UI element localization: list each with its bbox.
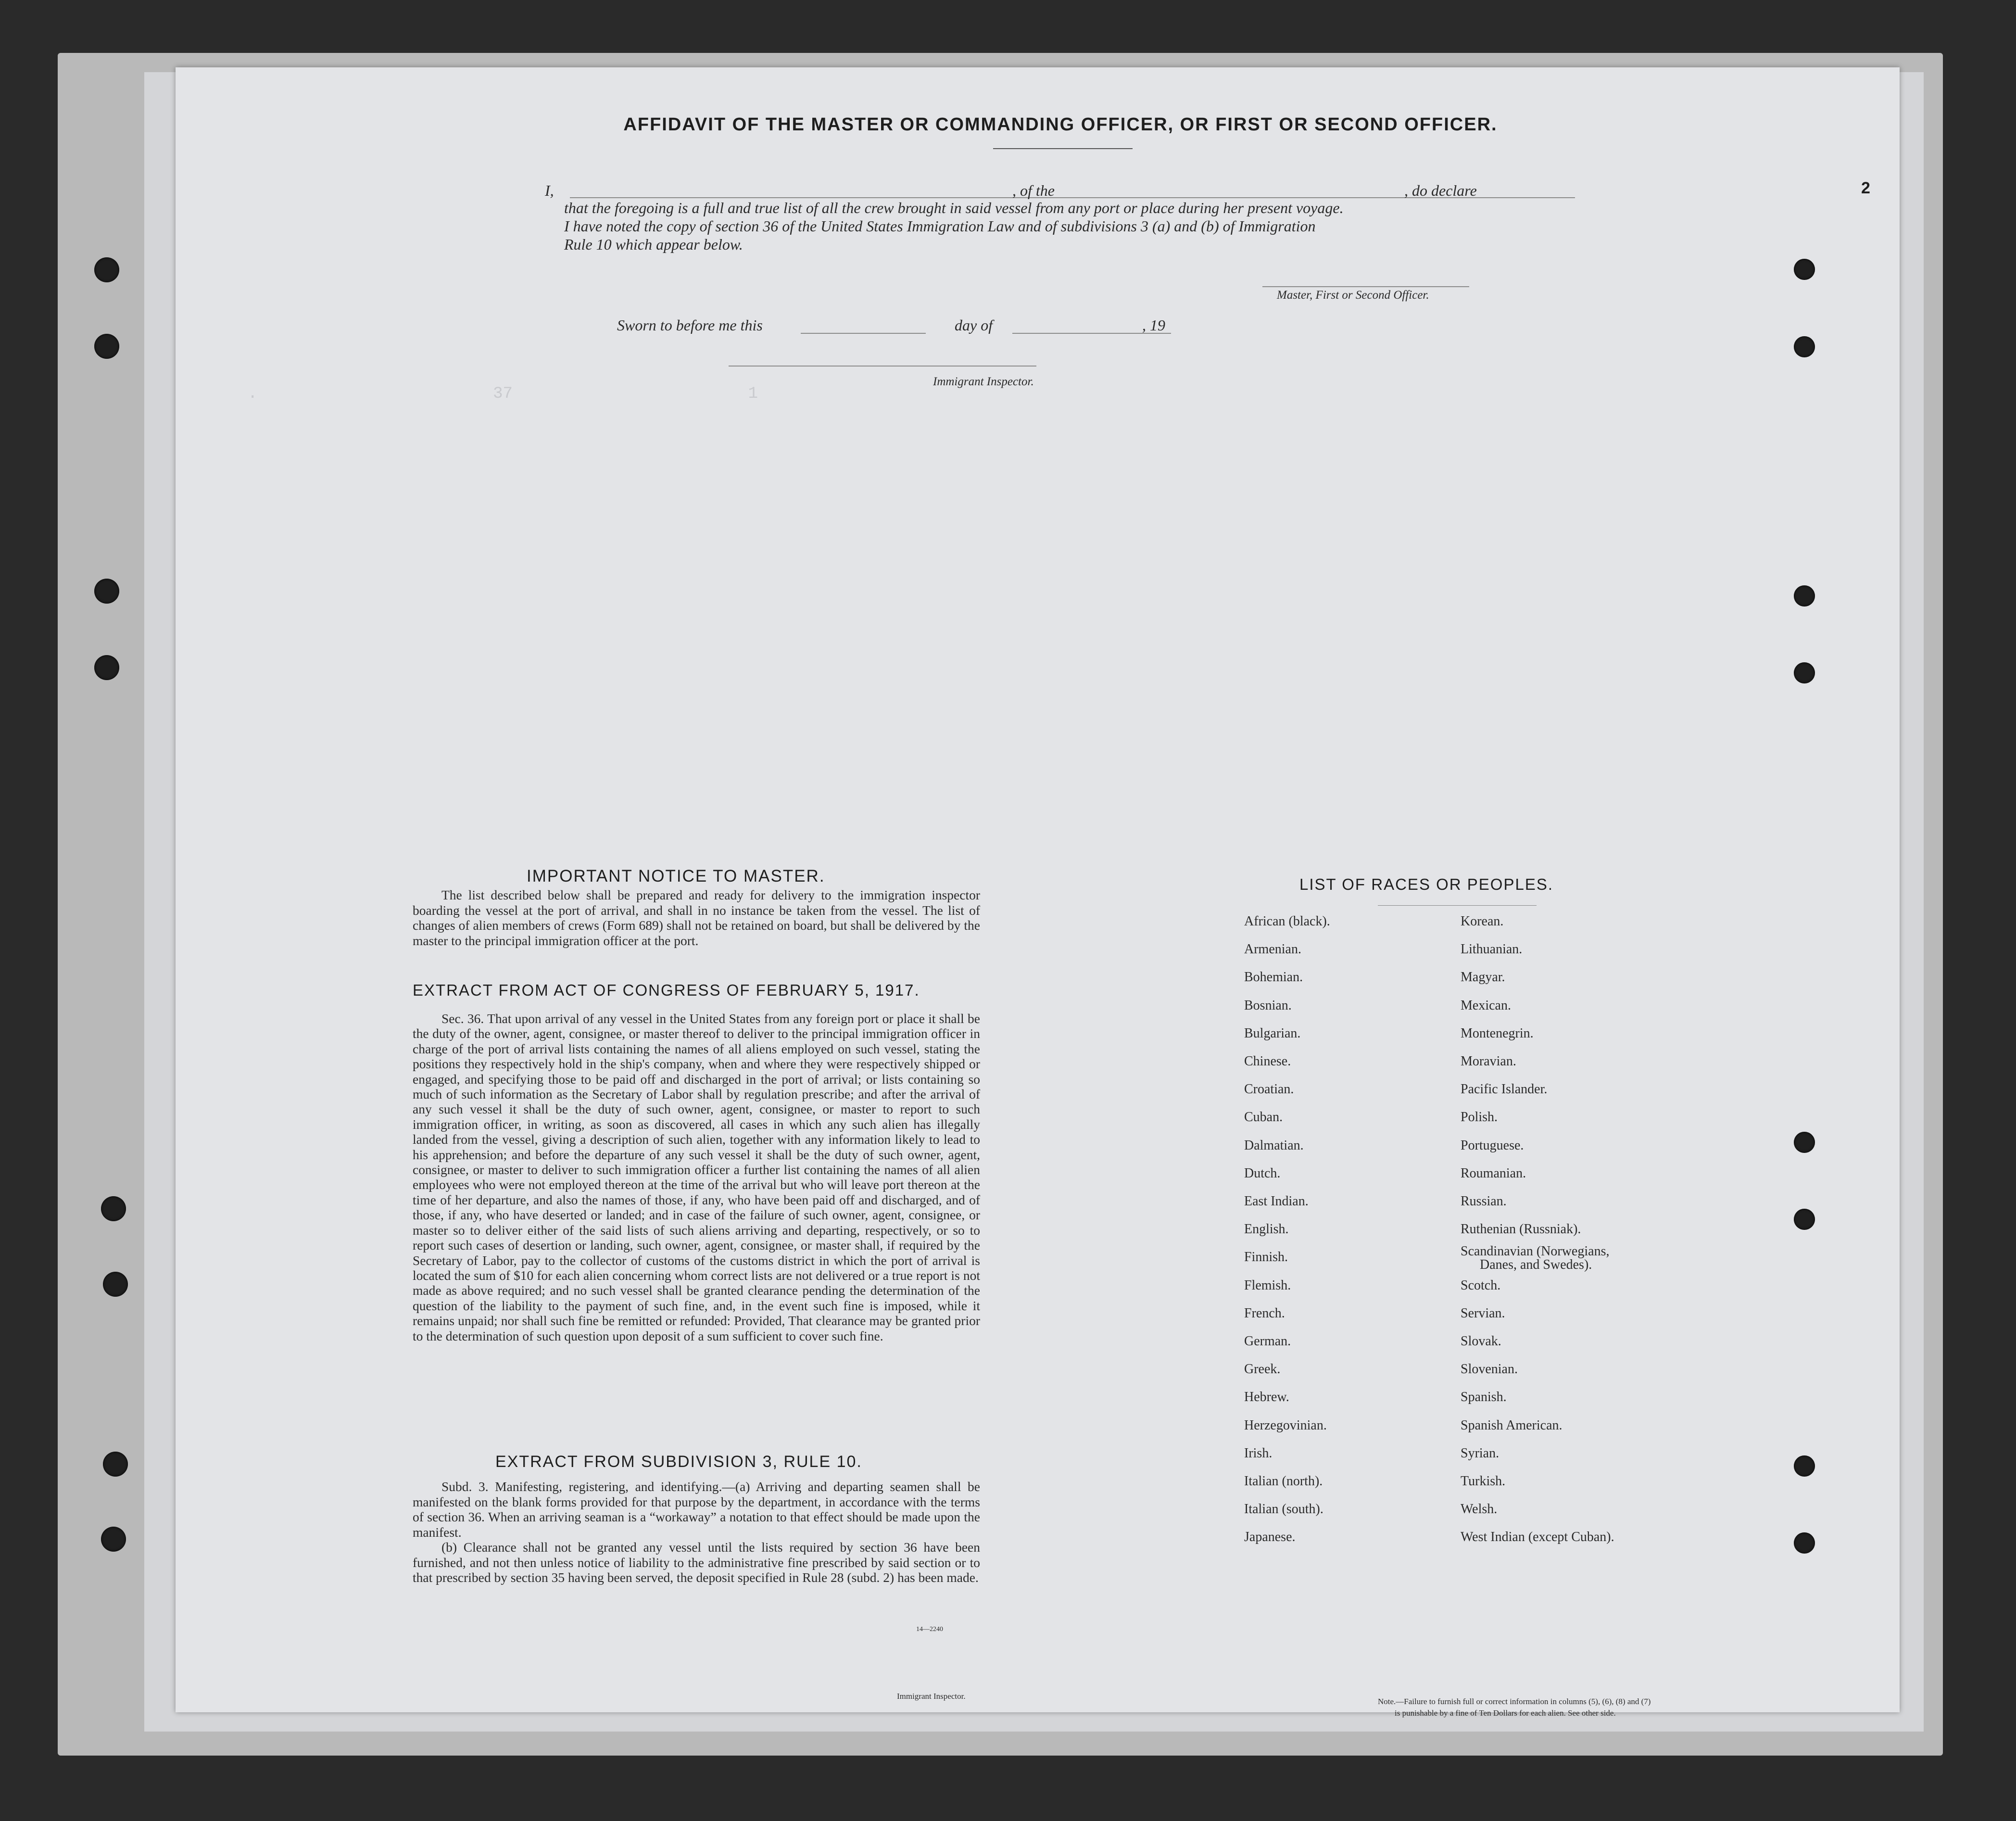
binder-hole bbox=[1794, 585, 1815, 607]
race-item: Portuguese. bbox=[1461, 1138, 1524, 1153]
declarant-prefix: I, bbox=[545, 182, 554, 199]
race-item: Turkish. bbox=[1461, 1474, 1506, 1489]
race-item: Slovak. bbox=[1461, 1334, 1501, 1349]
sworn-label: Sworn to before me this bbox=[617, 316, 763, 334]
master-signature-blank bbox=[1262, 286, 1469, 287]
race-item: East Indian. bbox=[1244, 1194, 1309, 1209]
race-item-continuation: Danes, and Swedes). bbox=[1480, 1257, 1592, 1273]
inspector-caption: Immigrant Inspector. bbox=[933, 375, 1034, 388]
race-item: Spanish American. bbox=[1461, 1417, 1562, 1433]
binder-hole bbox=[94, 655, 119, 680]
notice-text: The list described below shall be prepared and ready for delivery to the immigration inspector boarding the vessel at the port of arrival, and shall in no instance be taken from the vessel. The list of changes of alien members of crews (Form 689) shall not be retained on board, but shall be delivered by the master to the principal immigration officer at the port. bbox=[413, 887, 980, 948]
rule-extract-text: Subd. 3. Manifesting, registering, and identifying.—(a) Arriving and departing seamen shall be manifested on the blank forms provided for that purpose by the department, in accordance with the terms of section 36. When an arriving seaman is a “workaway” a notation to that effect should be made upon the manifest. (b) Clearance shall not be granted any vessel until the lists required by section 36 have been furnished, and not then unless notice of liability to the administrative fine prescribed by said section or to that prescribed by section 35 having been served, the deposit specified in Rule 28 (subd. 2) has been made. bbox=[413, 1479, 980, 1585]
race-item: Welsh. bbox=[1461, 1502, 1498, 1517]
race-item: Mexican. bbox=[1461, 998, 1511, 1013]
race-item: Roumanian. bbox=[1461, 1165, 1526, 1181]
do-declare-label: , do declare bbox=[1404, 182, 1477, 199]
binder-hole bbox=[94, 579, 119, 604]
binder-hole bbox=[101, 1527, 126, 1552]
race-item: Bulgarian. bbox=[1244, 1025, 1301, 1041]
race-item: Finnish. bbox=[1244, 1250, 1288, 1265]
binder-hole bbox=[1794, 1209, 1815, 1230]
act-extract-text: Sec. 36. That upon arrival of any vessel in the United States from any foreign port or place it shall be the duty of the owner, agent, consignee, or master thereof to deliver to the principal immigration officer in charge of the port of arrival lists containing the names of all aliens employed on such vessel, stating the positions they respectively hold in the ship's company, when and where they were respectively shipped or engaged, and specifying those to be paid off and discharged in the port of arrival; or lists containing so much of such information as the Secretary of Labor shall by regulation prescribe; and after the arrival of any such vessel it shall be the duty of such owner, agent, consignee, or master to report to such immigration officer, in writing, as soon as discovered, all cases in which any such alien has illegally landed from the vessel, giving a description of such alien, together with any information likely to lead to his apprehension; and before the departure of any such vessel it shall be the duty of such owner, agent, consignee, or master to deliver to such immigration officer a further list containing the names of all alien employees who were not employed thereon at the time of the arrival but who will leave port thereon at the time of her departure, and also the names of those, if any, who have been paid off and discharged, and of those, if any, who have deserted or landed; and in case of the failure of such owner, agent, consignee, or master so to deliver either of the said lists of such aliens arriving and departing, respectively, or so to report such cases of desertion or landing, such owner, agent, consignee, or master shall, if required by the Secretary of Labor, pay to the collector of customs of the customs district in which the port of arrival is located the sum of $10 for each alien concerning whom correct lists are not delivered or a true report is not made as above required; and no such vessel shall be granted clearance pending the determination of the question of the liability to the payment of such fine, and, in the event such fine is imposed, while it remains unpaid; nor shall such fine be remitted or refunded: Provided, That clearance may be granted prior to the determination of such question upon deposit of a sum sufficient to cover such fine. bbox=[413, 1011, 980, 1343]
race-item: Greek. bbox=[1244, 1362, 1281, 1377]
binder-hole bbox=[1794, 662, 1815, 683]
race-item: Armenian. bbox=[1244, 942, 1301, 957]
binder-hole bbox=[1794, 1455, 1815, 1477]
race-item: Moravian. bbox=[1461, 1054, 1516, 1069]
sworn-day-blank bbox=[801, 333, 926, 334]
affidavit-line-2: that the foregoing is a full and true list of all the crew brought in said vessel from any port or place during her present voyage. bbox=[564, 199, 1344, 216]
race-item: Dalmatian. bbox=[1244, 1138, 1304, 1153]
binder-hole bbox=[103, 1452, 128, 1477]
race-item: African (black). bbox=[1244, 914, 1330, 929]
affidavit-line-4: Rule 10 which appear below. bbox=[564, 236, 743, 253]
race-item: Flemish. bbox=[1244, 1277, 1291, 1293]
race-item: English. bbox=[1244, 1222, 1289, 1237]
binder-hole bbox=[1794, 336, 1815, 357]
race-item: Ruthenian (Russniak). bbox=[1461, 1222, 1581, 1237]
race-item: Montenegrin. bbox=[1461, 1025, 1534, 1041]
form-number: 14—2240 bbox=[916, 1626, 943, 1633]
race-item: Polish. bbox=[1461, 1110, 1498, 1125]
binder-hole bbox=[103, 1272, 128, 1297]
race-item: Cuban. bbox=[1244, 1110, 1283, 1125]
right-margin-mark: 2 bbox=[1861, 179, 1870, 197]
notice-heading: IMPORTANT NOTICE TO MASTER. bbox=[527, 867, 825, 885]
race-item: Servian. bbox=[1461, 1305, 1505, 1321]
race-item: Italian (north). bbox=[1244, 1474, 1323, 1489]
year-label: , 19 bbox=[1142, 316, 1165, 334]
act-extract-heading: EXTRACT FROM ACT OF CONGRESS OF FEBRUARY 5, 1917. bbox=[413, 981, 920, 999]
races-list bbox=[1244, 914, 1725, 1635]
race-item: Pacific Islander. bbox=[1461, 1082, 1548, 1097]
race-item: Italian (south). bbox=[1244, 1502, 1323, 1517]
race-item: Russian. bbox=[1461, 1194, 1507, 1209]
of-the-label: , of the bbox=[1012, 182, 1055, 199]
day-of-label: day of bbox=[955, 316, 993, 334]
race-item: Scandinavian (Norwegians, bbox=[1461, 1244, 1610, 1259]
bleed-through: . 37 1 bbox=[248, 385, 837, 403]
race-item: Hebrew. bbox=[1244, 1390, 1289, 1405]
race-item: Magyar. bbox=[1461, 970, 1505, 985]
footer-note-line2: is punishable by a fine of Ten Dollars for each alien. See other side. bbox=[1395, 1708, 1616, 1718]
binder-hole bbox=[1794, 1132, 1815, 1153]
race-item: French. bbox=[1244, 1305, 1285, 1321]
footer-note-line1: Note.—Failure to furnish full or correct information in columns (5), (6), (8) and (7) bbox=[1378, 1697, 1651, 1706]
binder-hole bbox=[101, 1196, 126, 1221]
race-item: Korean. bbox=[1461, 914, 1504, 929]
race-item: Croatian. bbox=[1244, 1082, 1294, 1097]
binder-hole bbox=[94, 257, 119, 282]
race-item: Slovenian. bbox=[1461, 1362, 1518, 1377]
race-item: Bohemian. bbox=[1244, 970, 1303, 985]
race-item: Irish. bbox=[1244, 1445, 1273, 1461]
title-underline bbox=[993, 148, 1133, 149]
inspector-signature-blank bbox=[729, 366, 1036, 367]
affidavit-page bbox=[176, 67, 1900, 1718]
race-item: Scotch. bbox=[1461, 1277, 1501, 1293]
races-heading: LIST OF RACES OR PEOPLES. bbox=[1299, 875, 1554, 893]
affidavit-title: AFFIDAVIT OF THE MASTER OR COMMANDING OFFICER, OR FIRST OR SECOND OFFICER. bbox=[623, 114, 1498, 135]
rule-extract-heading: EXTRACT FROM SUBDIVISION 3, RULE 10. bbox=[495, 1453, 862, 1471]
race-item: Herzegovinian. bbox=[1244, 1417, 1327, 1433]
race-item: Dutch. bbox=[1244, 1165, 1281, 1181]
footer-inspector: Immigrant Inspector. bbox=[897, 1692, 966, 1701]
race-item: German. bbox=[1244, 1334, 1291, 1349]
race-item: Syrian. bbox=[1461, 1445, 1499, 1461]
binder-hole bbox=[94, 334, 119, 359]
race-item: Lithuanian. bbox=[1461, 942, 1523, 957]
binder-hole bbox=[1794, 259, 1815, 280]
race-item: Bosnian. bbox=[1244, 998, 1292, 1013]
race-item: Spanish. bbox=[1461, 1390, 1507, 1405]
race-item: Chinese. bbox=[1244, 1054, 1291, 1069]
race-item: West Indian (except Cuban). bbox=[1461, 1530, 1614, 1545]
race-item: Japanese. bbox=[1244, 1530, 1296, 1545]
binder-hole bbox=[1794, 1532, 1815, 1554]
vessel-name-blank bbox=[1080, 197, 1575, 198]
affidavit-line-3: I have noted the copy of section 36 of the United States Immigration Law and of subdivisions 3 (a) and (b) of Immigration bbox=[564, 217, 1316, 235]
master-caption: Master, First or Second Officer. bbox=[1277, 289, 1429, 302]
races-underline bbox=[1378, 905, 1537, 906]
